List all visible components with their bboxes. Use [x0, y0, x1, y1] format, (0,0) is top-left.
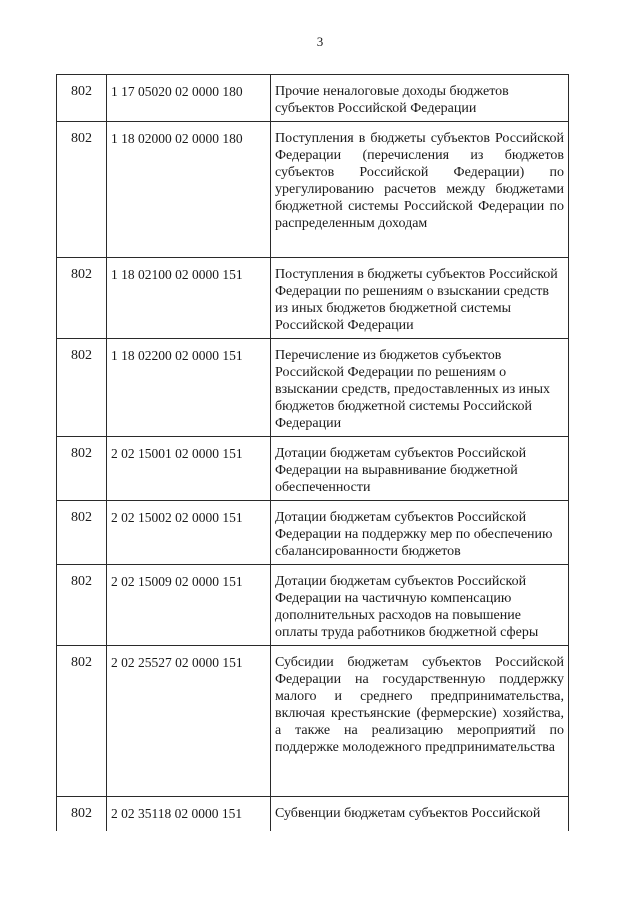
table-row: [57, 797, 569, 832]
admin-code-cell: 802: [57, 437, 107, 501]
table-row: [57, 258, 569, 339]
budget-code-cell: 1 17 05020 02 0000 180: [107, 75, 271, 122]
admin-code-cell: 802: [57, 565, 107, 646]
table-row: [57, 122, 569, 258]
table-row: [57, 339, 569, 437]
description-cell: Поступления в бюджеты субъектов Российской Федерации (перечисления из бюджетов субъектов Российской Федерации) по урегулированию расчетов между бюджетами бюджетной системы Российской Федерации по распределенным доходам: [271, 122, 569, 258]
admin-code-cell: 802: [57, 339, 107, 437]
description-cell: Перечисление из бюджетов субъектов Российской Федерации по решениям о взыскании средств, предоставленных из иных бюджетов бюджетной системы Российской Федерации: [271, 339, 569, 437]
budget-code-cell: 1 18 02200 02 0000 151: [107, 339, 271, 437]
description-cell: Дотации бюджетам субъектов Российской Федерации на поддержку мер по обеспечению сбалансированности бюджетов: [271, 501, 569, 565]
budget-code-cell: 1 18 02100 02 0000 151: [107, 258, 271, 339]
budget-code-cell: 2 02 35118 02 0000 151: [107, 797, 271, 832]
admin-code-cell: 802: [57, 646, 107, 797]
description-cell: Дотации бюджетам субъектов Российской Федерации на частичную компенсацию дополнительных расходов на повышение оплаты труда работников бюджетной сферы: [271, 565, 569, 646]
table-row: [57, 646, 569, 797]
budget-code-cell: 2 02 15002 02 0000 151: [107, 501, 271, 565]
budget-code-cell: 2 02 25527 02 0000 151: [107, 646, 271, 797]
admin-code-cell: 802: [57, 122, 107, 258]
description-cell: Прочие неналоговые доходы бюджетов субъектов Российской Федерации: [271, 75, 569, 122]
budget-code-cell: 1 18 02000 02 0000 180: [107, 122, 271, 258]
description-cell: Дотации бюджетам субъектов Российской Федерации на выравнивание бюджетной обеспеченности: [271, 437, 569, 501]
admin-code-cell: 802: [57, 258, 107, 339]
description-cell: Субвенции бюджетам субъектов Российской: [271, 797, 569, 832]
description-cell: Субсидии бюджетам субъектов Российской Федерации на государственную поддержку малого и среднего предпринимательства, включая крестьянские (фермерские) хозяйства, а также на реализацию мероприятий по поддержке молодежного предпринимательства: [271, 646, 569, 797]
admin-code-cell: 802: [57, 797, 107, 832]
admin-code-cell: 802: [57, 75, 107, 122]
table-row: [57, 75, 569, 122]
table-row: [57, 437, 569, 501]
budget-code-cell: 2 02 15009 02 0000 151: [107, 565, 271, 646]
budget-classification-table: [56, 74, 569, 831]
page-number: 3: [316, 34, 324, 49]
table-row: [57, 501, 569, 565]
admin-code-cell: 802: [57, 501, 107, 565]
budget-code-cell: 2 02 15001 02 0000 151: [107, 437, 271, 501]
table-row: [57, 565, 569, 646]
description-cell: Поступления в бюджеты субъектов Российской Федерации по решениям о взыскании средств из иных бюджетов бюджетной системы Российской Федерации: [271, 258, 569, 339]
